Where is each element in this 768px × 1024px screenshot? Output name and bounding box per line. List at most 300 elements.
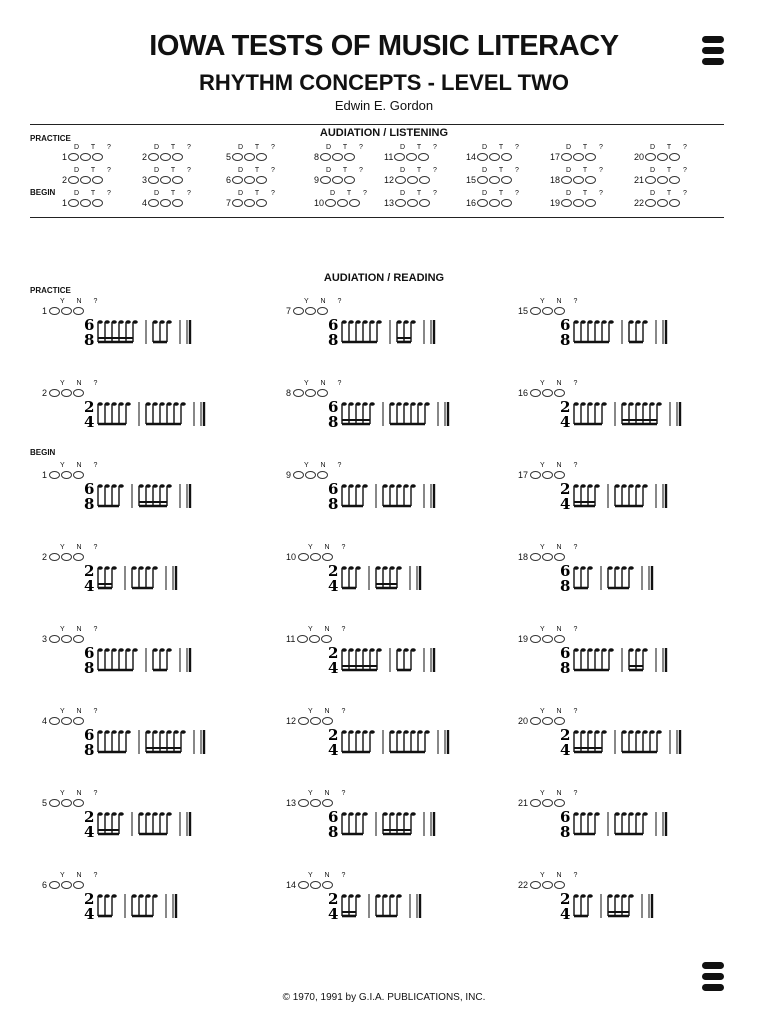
note-head <box>397 320 402 324</box>
time-signature-top: 2 <box>328 562 339 580</box>
answer-bubble-t[interactable] <box>80 199 91 207</box>
note-head <box>153 566 158 570</box>
answer-bubble-y[interactable] <box>530 307 541 315</box>
answer-bubble-t[interactable] <box>244 199 255 207</box>
note-head <box>167 812 172 816</box>
answer-bubble-q[interactable] <box>317 471 328 479</box>
note-head <box>342 648 347 652</box>
answer-bubble-d[interactable] <box>645 199 656 207</box>
note-head <box>119 648 124 652</box>
answer-bubble-d[interactable] <box>561 199 572 207</box>
answer-bubble-d[interactable] <box>561 153 572 161</box>
answer-bubble-n[interactable] <box>61 799 72 807</box>
bubble-header: Y N ? <box>540 872 583 879</box>
bubble-header: Y N ? <box>60 626 103 633</box>
item-number: 3 <box>42 634 48 644</box>
answer-bubble-q[interactable] <box>73 307 84 315</box>
item-number: 9 <box>286 470 292 480</box>
answer-bubble-q[interactable] <box>73 553 84 561</box>
answer-bubble-q[interactable] <box>73 389 84 397</box>
reading-item <box>42 380 262 450</box>
time-signature-bottom: 4 <box>328 659 339 676</box>
reading-practice-label: PRACTICE <box>30 286 71 295</box>
note-head <box>153 320 158 324</box>
answer-bubble-q[interactable] <box>669 153 680 161</box>
note-head <box>356 648 361 652</box>
note-head <box>390 402 395 406</box>
answer-bubble-q[interactable] <box>554 635 565 643</box>
time-signature-bottom: 4 <box>560 495 571 512</box>
reading-item <box>286 626 506 696</box>
answer-bubble-q[interactable] <box>344 153 355 161</box>
answer-bubble-q[interactable] <box>73 717 84 725</box>
answer-bubble-n[interactable] <box>61 471 72 479</box>
answer-bubble-d[interactable] <box>68 199 79 207</box>
item-number: 2 <box>42 388 48 398</box>
answer-bubble-q[interactable] <box>73 881 84 889</box>
item-number: 18 <box>518 552 529 562</box>
note-head <box>595 812 600 816</box>
timing-marks-bottom <box>702 962 726 995</box>
answer-bubble-q[interactable] <box>669 199 680 207</box>
time-signature-bottom: 8 <box>560 577 571 594</box>
answer-bubble-q[interactable] <box>669 176 680 184</box>
time-signature-top: 6 <box>84 316 95 334</box>
answer-bubble-d[interactable] <box>325 199 336 207</box>
note-head <box>383 566 388 570</box>
note-head <box>112 730 117 734</box>
answer-bubble-t[interactable] <box>657 153 668 161</box>
answer-bubble-q[interactable] <box>317 389 328 397</box>
note-head <box>390 812 395 816</box>
answer-bubble-t[interactable] <box>244 176 255 184</box>
note-head <box>574 402 579 406</box>
answer-bubble-q[interactable] <box>585 153 596 161</box>
note-head <box>622 484 627 488</box>
note-head <box>390 894 395 898</box>
item-number: 16 <box>518 388 529 398</box>
answer-bubble-q[interactable] <box>501 176 512 184</box>
answer-bubble-n[interactable] <box>310 881 321 889</box>
bubble-header: Y N ? <box>540 708 583 715</box>
answer-bubble-y[interactable] <box>298 799 309 807</box>
answer-bubble-d[interactable] <box>561 176 572 184</box>
bubble-header: Y N ? <box>304 462 347 469</box>
answer-bubble-y[interactable] <box>49 881 60 889</box>
note-head <box>636 484 641 488</box>
time-signature-bottom: 8 <box>84 331 95 348</box>
answer-bubble-q[interactable] <box>554 307 565 315</box>
answer-bubble-q[interactable] <box>418 153 429 161</box>
answer-bubble-t[interactable] <box>160 153 171 161</box>
answer-bubble-q[interactable] <box>554 717 565 725</box>
answer-bubble-n[interactable] <box>61 635 72 643</box>
answer-bubble-q[interactable] <box>585 176 596 184</box>
answer-bubble-q[interactable] <box>172 153 183 161</box>
answer-bubble-q[interactable] <box>172 176 183 184</box>
answer-bubble-d[interactable] <box>395 199 406 207</box>
rhythm-notation <box>558 398 708 430</box>
answer-bubble-d[interactable] <box>232 176 243 184</box>
time-signature-bottom: 4 <box>328 741 339 758</box>
rhythm-notation <box>82 890 232 922</box>
answer-bubble-t[interactable] <box>657 176 668 184</box>
listening-section-title: AUDIATION / LISTENING <box>319 127 449 139</box>
answer-bubble-q[interactable] <box>92 176 103 184</box>
answer-bubble-d[interactable] <box>232 199 243 207</box>
time-signature-bottom: 4 <box>84 577 95 594</box>
answer-bubble-q[interactable] <box>349 199 360 207</box>
answer-bubble-n[interactable] <box>305 471 316 479</box>
note-head <box>657 730 662 734</box>
rhythm-notation <box>82 808 232 840</box>
answer-bubble-t[interactable] <box>573 176 584 184</box>
time-signature-bottom: 8 <box>328 331 339 348</box>
note-head <box>411 320 416 324</box>
answer-bubble-t[interactable] <box>489 176 500 184</box>
note-head <box>363 484 368 488</box>
answer-bubble-y[interactable] <box>49 635 60 643</box>
item-number: 11 <box>384 152 394 162</box>
answer-bubble-n[interactable] <box>542 717 553 725</box>
time-signature-bottom: 4 <box>560 741 571 758</box>
answer-bubble-t[interactable] <box>332 176 343 184</box>
time-signature-top: 2 <box>84 398 95 416</box>
bubble-header: Y N ? <box>308 708 351 715</box>
answer-bubble-q[interactable] <box>419 199 430 207</box>
note-head <box>356 730 361 734</box>
answer-bubble-y[interactable] <box>293 389 304 397</box>
answer-bubble-n[interactable] <box>305 389 316 397</box>
answer-bubble-q[interactable] <box>554 799 565 807</box>
time-signature-bottom: 4 <box>560 413 571 430</box>
item-number: 10 <box>286 552 297 562</box>
note-head <box>112 812 117 816</box>
item-number: 9 <box>314 175 320 185</box>
answer-bubble-t[interactable] <box>80 153 91 161</box>
note-head <box>112 648 117 652</box>
note-head <box>160 730 165 734</box>
answer-bubble-q[interactable] <box>344 176 355 184</box>
answer-bubble-n[interactable] <box>542 307 553 315</box>
answer-bubble-d[interactable] <box>148 199 159 207</box>
answer-bubble-n[interactable] <box>61 717 72 725</box>
answer-bubble-t[interactable] <box>407 199 418 207</box>
note-head <box>581 894 586 898</box>
answer-bubble-d[interactable] <box>232 153 243 161</box>
note-head <box>139 812 144 816</box>
rhythm-notation <box>82 480 232 512</box>
item-number: 14 <box>466 152 477 162</box>
note-head <box>636 730 641 734</box>
answer-bubble-n[interactable] <box>61 553 72 561</box>
answer-bubble-y[interactable] <box>530 799 541 807</box>
rhythm-notation <box>326 808 476 840</box>
answer-bubble-y[interactable] <box>530 553 541 561</box>
note-head <box>581 730 586 734</box>
note-head <box>636 812 641 816</box>
note-head <box>349 894 354 898</box>
answer-bubble-t[interactable] <box>573 199 584 207</box>
answer-bubble-d[interactable] <box>645 153 656 161</box>
note-head <box>119 730 124 734</box>
answer-bubble-d[interactable] <box>477 176 488 184</box>
answer-bubble-q[interactable] <box>554 881 565 889</box>
answer-bubble-y[interactable] <box>49 471 60 479</box>
answer-bubble-n[interactable] <box>309 635 320 643</box>
note-head <box>588 484 593 488</box>
answer-bubble-d[interactable] <box>148 153 159 161</box>
answer-bubble-d[interactable] <box>320 176 331 184</box>
answer-bubble-n[interactable] <box>61 307 72 315</box>
note-head <box>383 894 388 898</box>
note-head <box>608 894 613 898</box>
answer-bubble-y[interactable] <box>298 553 309 561</box>
note-head <box>595 320 600 324</box>
item-number: 1 <box>62 152 68 162</box>
answer-bubble-q[interactable] <box>554 389 565 397</box>
note-head <box>146 566 151 570</box>
note-head <box>377 648 382 652</box>
answer-bubble-y[interactable] <box>49 389 60 397</box>
answer-bubble-n[interactable] <box>310 553 321 561</box>
answer-bubble-q[interactable] <box>585 199 596 207</box>
answer-bubble-d[interactable] <box>68 176 79 184</box>
answer-bubble-q[interactable] <box>554 553 565 561</box>
answer-bubble-q[interactable] <box>322 717 333 725</box>
note-head <box>160 648 165 652</box>
note-head <box>425 730 430 734</box>
answer-bubble-d[interactable] <box>645 176 656 184</box>
answer-bubble-q[interactable] <box>92 153 103 161</box>
note-head <box>615 894 620 898</box>
note-head <box>370 402 375 406</box>
answer-bubble-y[interactable] <box>49 799 60 807</box>
note-head <box>98 484 103 488</box>
answer-bubble-n[interactable] <box>542 799 553 807</box>
time-signature-top: 6 <box>328 480 339 498</box>
answer-bubble-y[interactable] <box>293 307 304 315</box>
answer-bubble-q[interactable] <box>419 176 430 184</box>
reading-item <box>286 872 506 942</box>
answer-bubble-y[interactable] <box>530 717 541 725</box>
answer-bubble-q[interactable] <box>501 153 512 161</box>
note-head <box>629 566 634 570</box>
reading-item <box>518 708 738 778</box>
note-head <box>397 566 402 570</box>
answer-bubble-q[interactable] <box>73 471 84 479</box>
note-head <box>404 484 409 488</box>
answer-bubble-t[interactable] <box>80 176 91 184</box>
reading-item <box>518 872 738 942</box>
item-number: 11 <box>286 634 296 644</box>
note-head <box>98 894 103 898</box>
answer-bubble-q[interactable] <box>321 635 332 643</box>
item-number: 19 <box>550 198 561 208</box>
answer-bubble-q[interactable] <box>322 799 333 807</box>
note-head <box>356 812 361 816</box>
note-head <box>636 402 641 406</box>
note-head <box>98 648 103 652</box>
answer-bubble-q[interactable] <box>322 553 333 561</box>
note-head <box>139 894 144 898</box>
answer-bubble-d[interactable] <box>68 153 79 161</box>
answer-bubble-t[interactable] <box>406 153 417 161</box>
time-signature-top: 2 <box>560 398 571 416</box>
note-head <box>126 320 131 324</box>
note-head <box>574 730 579 734</box>
note-head <box>119 320 124 324</box>
answer-bubble-q[interactable] <box>172 199 183 207</box>
item-number: 3 <box>142 175 148 185</box>
note-head <box>363 320 368 324</box>
note-head <box>153 648 158 652</box>
answer-bubble-d[interactable] <box>477 153 488 161</box>
answer-bubble-n[interactable] <box>310 717 321 725</box>
answer-bubble-y[interactable] <box>49 553 60 561</box>
item-number: 22 <box>634 198 645 208</box>
item-number: 4 <box>142 198 148 208</box>
answer-bubble-q[interactable] <box>73 799 84 807</box>
answer-bubble-d[interactable] <box>395 176 406 184</box>
note-head <box>574 566 579 570</box>
answer-bubble-t[interactable] <box>332 153 343 161</box>
reading-item <box>286 380 506 450</box>
answer-bubble-q[interactable] <box>256 176 267 184</box>
answer-bubble-q[interactable] <box>317 307 328 315</box>
answer-bubble-q[interactable] <box>256 199 267 207</box>
answer-bubble-t[interactable] <box>244 153 255 161</box>
note-head <box>581 484 586 488</box>
answer-bubble-n[interactable] <box>542 553 553 561</box>
note-head <box>167 484 172 488</box>
note-head <box>342 812 347 816</box>
note-head <box>643 648 648 652</box>
bubble-header: D T ? <box>650 144 692 151</box>
answer-bubble-t[interactable] <box>573 153 584 161</box>
answer-bubble-y[interactable] <box>530 471 541 479</box>
answer-bubble-t[interactable] <box>160 199 171 207</box>
note-head <box>105 320 110 324</box>
note-head <box>574 894 579 898</box>
note-head <box>112 566 117 570</box>
bubble-header: D T ? <box>326 144 368 151</box>
answer-bubble-q[interactable] <box>73 635 84 643</box>
note-head <box>404 730 409 734</box>
answer-bubble-t[interactable] <box>160 176 171 184</box>
note-head <box>622 730 627 734</box>
answer-bubble-y[interactable] <box>530 635 541 643</box>
reading-section-title: AUDIATION / READING <box>323 272 445 284</box>
time-signature-top: 2 <box>328 890 339 908</box>
note-head <box>643 320 648 324</box>
note-head <box>629 894 634 898</box>
bubble-header: Y N ? <box>540 380 583 387</box>
answer-bubble-d[interactable] <box>394 153 405 161</box>
answer-bubble-n[interactable] <box>305 307 316 315</box>
answer-bubble-y[interactable] <box>530 389 541 397</box>
item-number: 1 <box>62 198 68 208</box>
answer-bubble-n[interactable] <box>542 389 553 397</box>
answer-bubble-y[interactable] <box>298 717 309 725</box>
bubble-header: Y N ? <box>540 462 583 469</box>
answer-bubble-y[interactable] <box>49 307 60 315</box>
bubble-header: Y N ? <box>308 790 351 797</box>
reading-item <box>286 544 506 614</box>
answer-bubble-n[interactable] <box>542 635 553 643</box>
bubble-header: Y N ? <box>304 380 347 387</box>
answer-bubble-d[interactable] <box>477 199 488 207</box>
time-signature-top: 6 <box>328 316 339 334</box>
answer-bubble-y[interactable] <box>298 881 309 889</box>
note-head <box>404 402 409 406</box>
note-head <box>397 402 402 406</box>
item-number: 4 <box>42 716 48 726</box>
answer-bubble-y[interactable] <box>297 635 308 643</box>
answer-bubble-y[interactable] <box>530 881 541 889</box>
note-head <box>112 402 117 406</box>
answer-bubble-q[interactable] <box>256 153 267 161</box>
time-signature-bottom: 4 <box>84 413 95 430</box>
note-head <box>363 648 368 652</box>
answer-bubble-t[interactable] <box>407 176 418 184</box>
answer-bubble-n[interactable] <box>542 471 553 479</box>
answer-bubble-t[interactable] <box>657 199 668 207</box>
time-signature-top: 2 <box>560 890 571 908</box>
answer-bubble-q[interactable] <box>501 199 512 207</box>
page-title: IOWA TESTS OF MUSIC LITERACY <box>149 30 619 62</box>
answer-bubble-t[interactable] <box>337 199 348 207</box>
rhythm-notation <box>326 398 476 430</box>
reading-item <box>518 380 738 450</box>
bubble-header: Y N ? <box>60 380 103 387</box>
note-head <box>356 894 361 898</box>
note-head <box>615 812 620 816</box>
answer-bubble-q[interactable] <box>554 471 565 479</box>
note-head <box>383 484 388 488</box>
note-head <box>397 648 402 652</box>
note-head <box>98 566 103 570</box>
rhythm-notation <box>82 398 232 430</box>
item-number: 16 <box>466 198 477 208</box>
answer-bubble-q[interactable] <box>92 199 103 207</box>
answer-bubble-n[interactable] <box>542 881 553 889</box>
bubble-header: Y N ? <box>308 872 351 879</box>
answer-bubble-n[interactable] <box>61 881 72 889</box>
answer-bubble-n[interactable] <box>310 799 321 807</box>
answer-bubble-q[interactable] <box>322 881 333 889</box>
note-head <box>160 484 165 488</box>
answer-bubble-y[interactable] <box>293 471 304 479</box>
item-number: 2 <box>42 552 48 562</box>
note-head <box>425 402 430 406</box>
answer-bubble-d[interactable] <box>320 153 331 161</box>
reading-item <box>286 790 506 860</box>
note-head <box>588 402 593 406</box>
note-head <box>636 320 641 324</box>
note-head <box>390 730 395 734</box>
answer-bubble-d[interactable] <box>148 176 159 184</box>
answer-bubble-y[interactable] <box>49 717 60 725</box>
answer-bubble-n[interactable] <box>61 389 72 397</box>
note-head <box>139 566 144 570</box>
answer-bubble-t[interactable] <box>489 199 500 207</box>
note-head <box>629 484 634 488</box>
note-head <box>390 484 395 488</box>
bubble-header: Y N ? <box>60 544 103 551</box>
note-head <box>342 894 347 898</box>
answer-bubble-t[interactable] <box>489 153 500 161</box>
